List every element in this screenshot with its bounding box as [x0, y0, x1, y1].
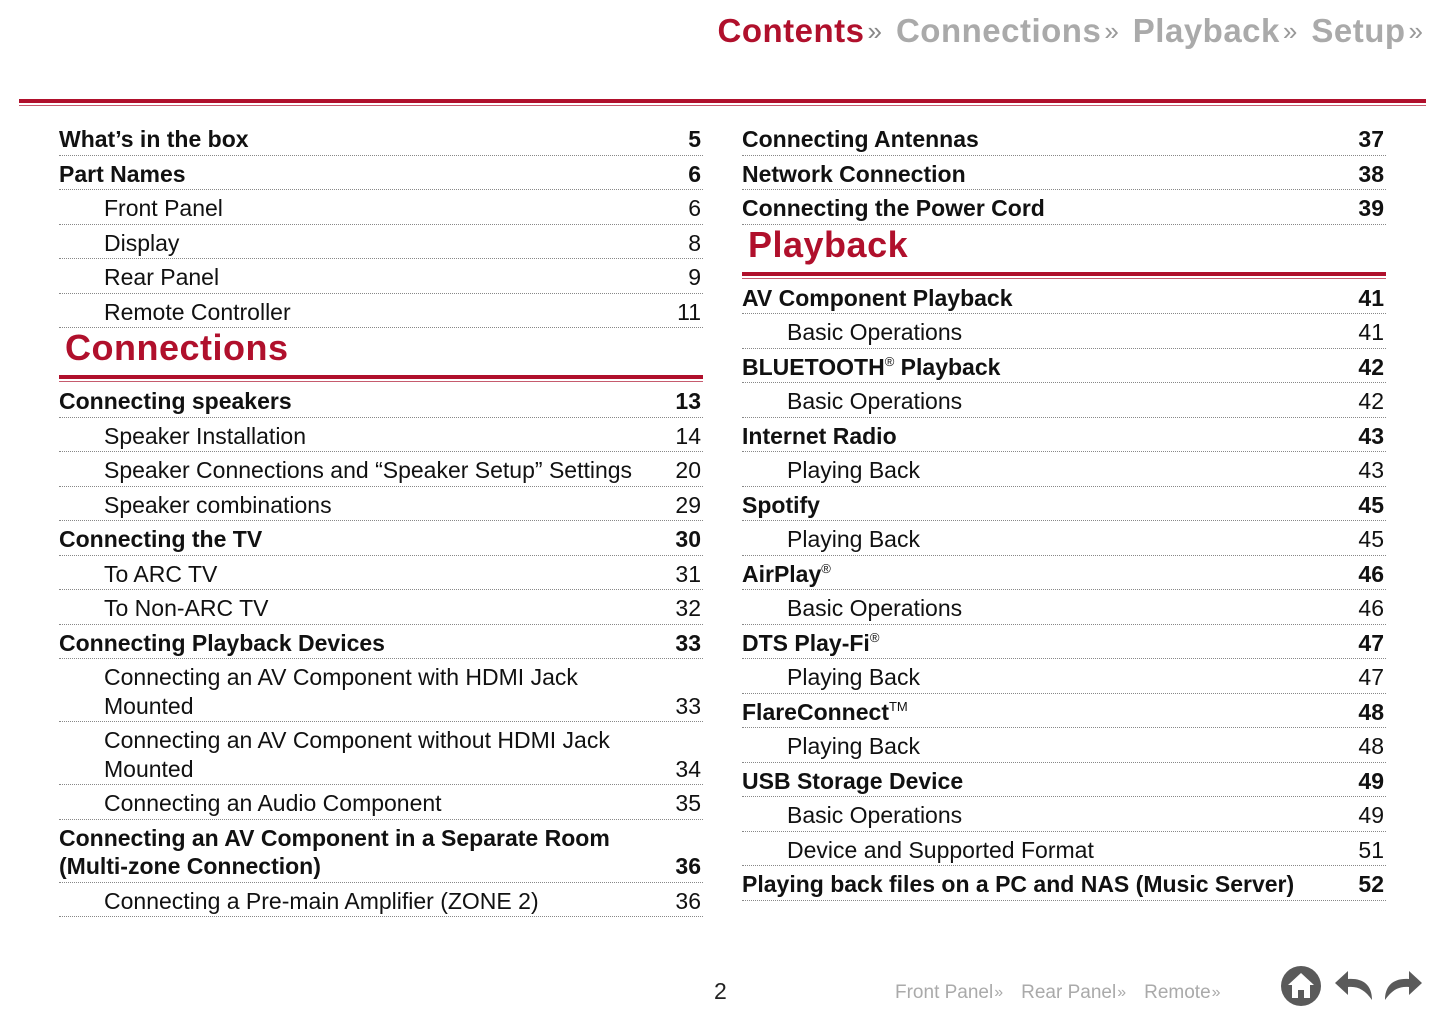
- toc-entry-page: 32: [675, 595, 701, 621]
- nav-tab-label: Connections: [895, 12, 1102, 49]
- toc-entry-title-text: Part Names: [59, 160, 186, 187]
- toc-entry-page: 48: [1358, 698, 1384, 725]
- toc-entry-page: 51: [1358, 836, 1384, 863]
- toc-entry[interactable]: [742, 314, 1386, 349]
- toc-entry[interactable]: [742, 452, 1386, 487]
- toc-entry-page: 47: [1358, 664, 1384, 690]
- toc-entry-page: 9: [688, 264, 701, 290]
- toc-entry-title: [742, 870, 1346, 899]
- toc-entry-title-text: Connecting the TV: [59, 526, 263, 552]
- toc-entry-title-text: AirPlay: [742, 560, 822, 587]
- toc-entry-title: [59, 525, 663, 554]
- toc-entry-title-text: Playing Back: [787, 457, 920, 483]
- toc-entry[interactable]: [742, 625, 1386, 660]
- toc-entry-page: 36: [675, 887, 701, 914]
- trademark-mark: ®: [869, 629, 880, 645]
- toc-right-intro: [742, 121, 1386, 225]
- forward-icon[interactable]: [1381, 964, 1425, 1008]
- toc-entry-page: 36: [675, 853, 701, 879]
- toc-entry-page: 45: [1358, 526, 1384, 552]
- toc-entry-page: 47: [1358, 629, 1384, 656]
- toc-entry-title-text: Front Panel: [104, 195, 223, 221]
- toc-entry-title-text: Display: [104, 229, 180, 256]
- toc-entry-title: [787, 456, 1346, 485]
- toc-entry-title: [104, 263, 676, 292]
- toc-entry-title-text: Speaker combinations: [104, 491, 332, 518]
- section-rule: [59, 375, 703, 379]
- toc-entry-title: [742, 698, 1346, 727]
- toc-entry-title: [787, 801, 1346, 830]
- nav-tab-playback[interactable]: [1133, 12, 1298, 50]
- toc-entry-title: [104, 491, 663, 520]
- toc-entry-title-text: Speaker Installation: [104, 422, 307, 449]
- toc-entry-title: [104, 194, 676, 223]
- toc-entry[interactable]: [742, 866, 1386, 901]
- chevron-right-icon: »: [1211, 984, 1221, 1001]
- toc-entry-page: 29: [675, 491, 701, 518]
- toc-entry-title: [59, 160, 676, 189]
- toc-entry[interactable]: [59, 487, 703, 522]
- toc-right-entries: [742, 280, 1386, 901]
- toc-entry[interactable]: [59, 225, 703, 260]
- toc-entry-title: [104, 789, 663, 818]
- toc-entry-title: [104, 594, 663, 623]
- toc-entry-page: 38: [1358, 160, 1384, 187]
- toc-entry[interactable]: [742, 728, 1386, 763]
- toc-entry-title: [742, 560, 1346, 589]
- toc-entry[interactable]: [59, 659, 703, 722]
- toc-entry-title-text: FlareConnect: [742, 698, 889, 725]
- toc-entry-title-line2: (Multi-zone Connection): [59, 853, 321, 879]
- toc-entry-page: 37: [1358, 126, 1384, 152]
- toc-entry-title-text: USB Storage Device: [742, 767, 964, 794]
- toc-entry-title-text: To ARC TV: [104, 560, 218, 587]
- toc-left-column: [59, 121, 703, 917]
- nav-tab-contents[interactable]: [718, 12, 882, 50]
- toc-entry-title-text: Connecting speakers: [59, 388, 292, 414]
- toc-entry-title: [104, 422, 663, 451]
- section-title: Playback: [748, 223, 909, 265]
- toc-entry-page: 14: [675, 422, 701, 449]
- nav-tab-setup[interactable]: [1311, 12, 1423, 50]
- toc-entry[interactable]: [59, 121, 703, 156]
- toc-entry[interactable]: [59, 820, 703, 883]
- toc-entry[interactable]: [742, 763, 1386, 798]
- toc-entry[interactable]: [59, 418, 703, 453]
- toc-entry-page: 45: [1358, 491, 1384, 518]
- nav-tab-label: Setup: [1311, 12, 1406, 49]
- toc-entry-title: [104, 229, 676, 258]
- toc-entry[interactable]: [59, 190, 703, 225]
- toc-entry-page: 20: [675, 457, 701, 483]
- toc-entry-title-text: Playing Back: [787, 664, 920, 690]
- footer-link-label: Remote: [1144, 982, 1211, 1003]
- toc-entry-title-text: What’s in the box: [59, 126, 249, 152]
- footer-link-label: Front Panel: [895, 982, 994, 1003]
- toc-left-intro: [59, 121, 703, 328]
- home-icon[interactable]: [1279, 964, 1323, 1008]
- section-heading-connections: [59, 328, 703, 383]
- toc-entry-title: [59, 387, 663, 416]
- section-rule: [742, 272, 1386, 276]
- toc-entry[interactable]: [742, 280, 1386, 315]
- toc-entry-page: 33: [675, 692, 701, 719]
- toc-entry[interactable]: [742, 832, 1386, 867]
- chevron-right-icon: »: [1282, 16, 1298, 46]
- footer-link-rear-panel[interactable]: [1021, 982, 1126, 1004]
- toc-entry-title-text: BLUETOOTH: [742, 353, 885, 380]
- toc-entry[interactable]: [59, 625, 703, 660]
- toc-entry-page: 35: [675, 790, 701, 816]
- toc-entry-page: 42: [1358, 388, 1384, 414]
- toc-entry-title-text: Connecting the Power Cord: [742, 195, 1045, 221]
- header-rule: [19, 99, 1426, 103]
- toc-entry-title-text: Playing Back: [787, 526, 920, 552]
- toc-entry-title: [104, 298, 665, 327]
- footer-link-label: Rear Panel: [1021, 982, 1117, 1003]
- toc-entry[interactable]: [742, 383, 1386, 418]
- toc-entry-title: [59, 824, 663, 881]
- trademark-mark: ®: [884, 353, 895, 369]
- toc-entry-title: [59, 629, 663, 658]
- toc-entry-title-text: AV Component Playback: [742, 284, 1013, 311]
- nav-tab-connections[interactable]: [896, 12, 1119, 50]
- toc-entry-page: 49: [1358, 767, 1384, 794]
- toc-entry-title: [742, 353, 1346, 382]
- toc-entry-title-text: Basic Operations: [787, 595, 963, 621]
- nav-tab-label: Contents: [717, 12, 865, 49]
- toc-entry-title: [104, 663, 663, 720]
- toc-entry[interactable]: [59, 785, 703, 820]
- toc-entry-page: 43: [1358, 457, 1384, 483]
- toc-entry-title-text: Rear Panel: [104, 264, 220, 290]
- toc-entry-title: [742, 194, 1346, 223]
- toc-entry-title: [104, 887, 663, 916]
- toc-entry-title-text: Connecting Antennas: [742, 126, 979, 152]
- toc-entry-title: [742, 284, 1346, 313]
- toc-entry-title-text: Remote Controller: [104, 298, 291, 325]
- toc-entry[interactable]: [59, 383, 703, 418]
- toc-entry[interactable]: [59, 883, 703, 918]
- toc-entry[interactable]: [59, 294, 703, 329]
- toc-entry[interactable]: [59, 521, 703, 556]
- toc-entry-title-text: Playing back files on a PC and NAS (Music Server): [742, 871, 1295, 897]
- toc-entry-page: 34: [675, 755, 701, 782]
- toc-entry-page: 46: [1358, 560, 1384, 587]
- toc-entry-title: [104, 456, 663, 485]
- toc-entry-page: 49: [1358, 802, 1384, 828]
- toc-entry-title: [742, 767, 1346, 796]
- nav-tab-label: Playback: [1132, 12, 1280, 49]
- toc-entry-page: 8: [688, 229, 701, 256]
- toc-entry[interactable]: [742, 121, 1386, 156]
- toc-entry-title-text: To Non-ARC TV: [104, 595, 269, 621]
- toc-entry-title: [742, 491, 1346, 520]
- toc-entry[interactable]: [742, 418, 1386, 453]
- toc-entry[interactable]: [59, 722, 703, 785]
- toc-entry-page: 31: [675, 560, 701, 587]
- toc-entry-page: 39: [1358, 195, 1384, 221]
- toc-entry[interactable]: [59, 156, 703, 191]
- toc-entry-page: 46: [1358, 595, 1384, 621]
- toc-right-column: [742, 121, 1386, 901]
- toc-entry[interactable]: [59, 556, 703, 591]
- toc-entry-title-text: Network Connection: [742, 160, 966, 187]
- toc-entry-title: [787, 525, 1346, 554]
- toc-entry[interactable]: [742, 349, 1386, 384]
- section-heading-playback: [742, 225, 1386, 280]
- toc-entry-title-line2: Mounted: [104, 692, 194, 719]
- toc-entry-title: [742, 160, 1346, 189]
- toc-entry[interactable]: [59, 259, 703, 294]
- toc-entry[interactable]: [742, 521, 1386, 556]
- toc-entry-title-line2: Mounted: [104, 755, 194, 782]
- chevron-right-icon: »: [1408, 16, 1423, 46]
- toc-entry-page: 11: [677, 298, 701, 325]
- toc-entry-page: 43: [1358, 422, 1384, 449]
- toc-entry[interactable]: [59, 452, 703, 487]
- trademark-mark: ®: [821, 560, 831, 576]
- toc-left-entries: [59, 383, 703, 917]
- page-number: 2: [714, 978, 727, 1004]
- chevron-right-icon: »: [1104, 16, 1119, 46]
- top-navigation: [704, 12, 1424, 50]
- toc-entry-title-text: Spotify: [742, 491, 820, 518]
- toc-entry-title-text: Internet Radio: [742, 422, 897, 449]
- toc-entry-title-text: Basic Operations: [787, 802, 963, 828]
- toc-entry[interactable]: [742, 694, 1386, 729]
- toc-entry[interactable]: [742, 190, 1386, 225]
- toc-entry[interactable]: [59, 590, 703, 625]
- toc-entry-page: 52: [1358, 871, 1384, 897]
- toc-entry-title-text: Speaker Connections and “Speaker Setup” Settings: [104, 457, 633, 483]
- toc-entry-title-text: Connecting Playback Devices: [59, 629, 385, 656]
- toc-entry-title-text: Connecting an Audio Component: [104, 790, 442, 816]
- toc-entry-title-text: Playback: [894, 353, 1001, 380]
- toc-entry[interactable]: [742, 590, 1386, 625]
- toc-entry-title: [742, 125, 1346, 154]
- toc-entry-title-text: Basic Operations: [787, 388, 963, 414]
- toc-entry-title-text: Playing Back: [787, 733, 920, 759]
- toc-entry-title: [742, 629, 1346, 658]
- toc-entry-page: 33: [675, 629, 701, 656]
- toc-entry-title: [787, 663, 1346, 692]
- toc-entry-page: 41: [1358, 319, 1384, 345]
- toc-entry[interactable]: [742, 797, 1386, 832]
- chevron-right-icon: »: [994, 984, 1004, 1001]
- footer-link-remote[interactable]: [1144, 982, 1220, 1004]
- toc-entry-page: 41: [1358, 284, 1384, 311]
- toc-entry-title-text: DTS Play-Fi: [742, 629, 870, 656]
- trademark-mark: TM: [888, 698, 908, 714]
- toc-entry-title-text: Connecting an AV Component with HDMI Jack: [104, 664, 578, 690]
- footer-links: [895, 982, 1239, 1004]
- footer-link-front-panel[interactable]: [895, 982, 1003, 1004]
- toc-entry-title-text: Basic Operations: [787, 319, 963, 345]
- toc-entry-page: 48: [1358, 733, 1384, 759]
- toc-entry-title: [787, 594, 1346, 623]
- toc-entry-page: 42: [1358, 353, 1384, 380]
- toc-entry[interactable]: [742, 487, 1386, 522]
- toc-entry-title: [787, 387, 1346, 416]
- toc-entry-title: [742, 422, 1346, 451]
- toc-entry-title-text: Connecting an AV Component without HDMI Jack: [104, 727, 610, 753]
- toc-entry-title: [59, 125, 676, 154]
- toc-entry-title-text: Connecting an AV Component in a Separate Room: [59, 824, 610, 851]
- chevron-right-icon: »: [1117, 984, 1127, 1001]
- toc-entry-page: 13: [675, 388, 701, 414]
- toc-entry-title: [104, 726, 663, 783]
- section-title: Connections: [65, 327, 289, 368]
- toc-entry-title-text: Connecting a Pre-main Amplifier (ZONE 2): [104, 887, 539, 914]
- toc-entry-title: [787, 732, 1346, 761]
- toc-entry-page: 30: [675, 526, 701, 552]
- toc-entry[interactable]: [742, 556, 1386, 591]
- toc-entry-title: [787, 318, 1346, 347]
- toc-entry-title: [104, 560, 663, 589]
- back-icon[interactable]: [1332, 964, 1376, 1008]
- toc-entry[interactable]: [742, 659, 1386, 694]
- chevron-right-icon: »: [867, 16, 882, 46]
- toc-entry-title: [787, 836, 1346, 865]
- toc-entry-page: 5: [688, 126, 701, 152]
- toc-entry-page: 6: [688, 195, 701, 221]
- toc-entry-title-text: Device and Supported Format: [787, 836, 1094, 863]
- toc-entry[interactable]: [742, 156, 1386, 191]
- toc-entry-page: 6: [688, 160, 701, 187]
